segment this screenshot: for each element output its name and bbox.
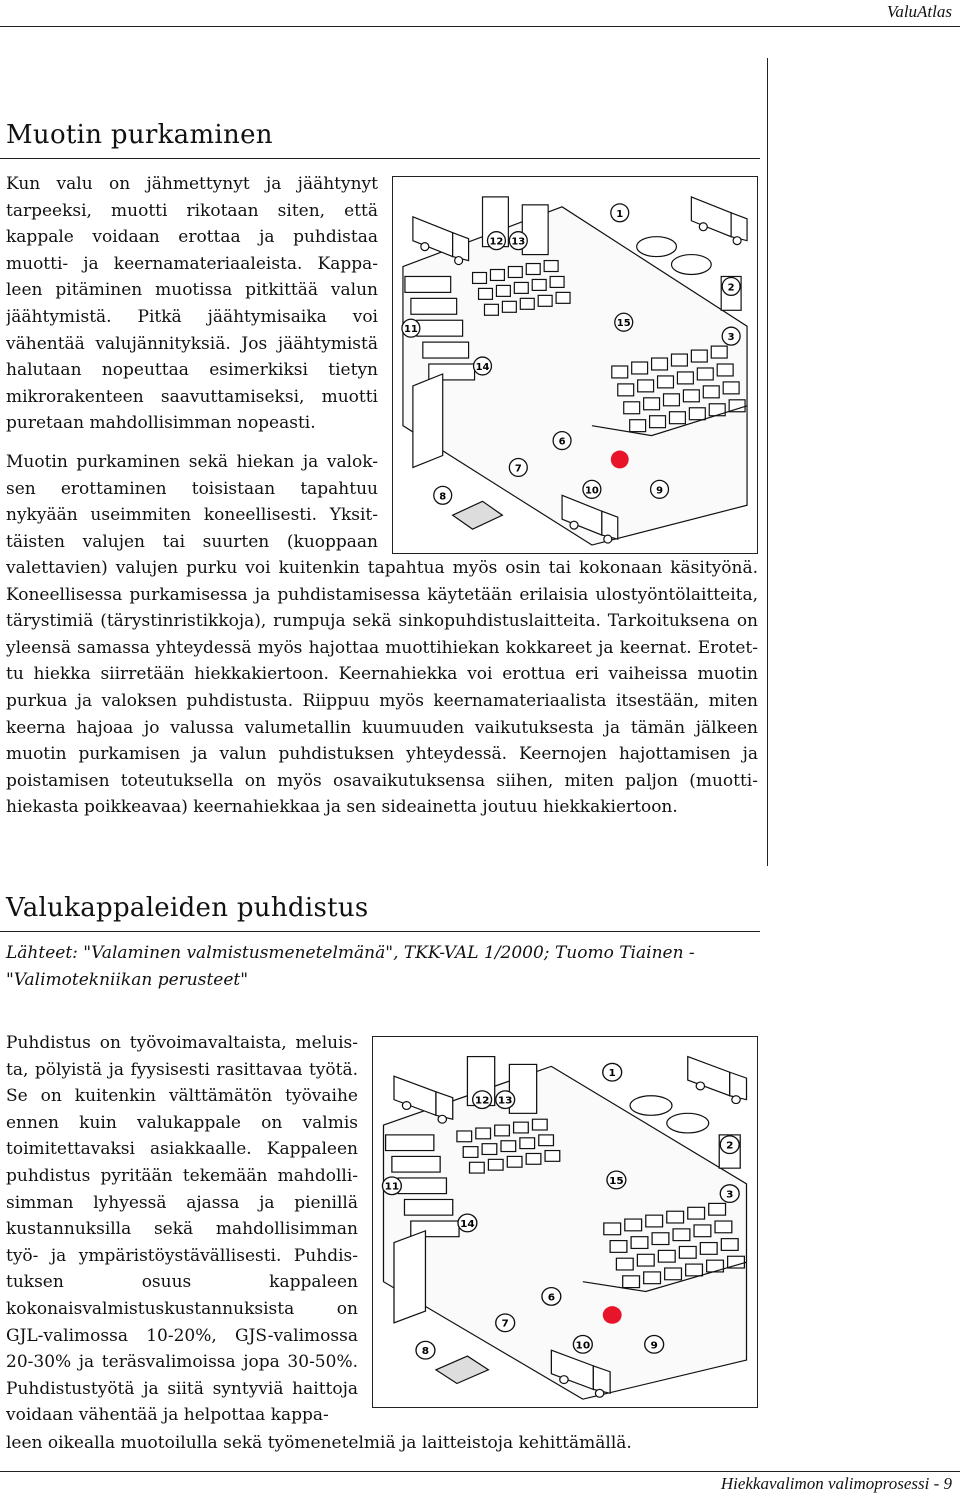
paragraph-line: hiekasta poikkeavaa) keernahiekkaa ja sen sideainetta joutuu hiekkakiertoon.: [6, 797, 678, 818]
paragraph-line: sen erottaminen toisistaan tapahtuu: [6, 478, 378, 499]
box-stack: [495, 1125, 510, 1136]
box-stack: [514, 1122, 529, 1133]
silo: [509, 1064, 536, 1113]
box-stack: [482, 1144, 497, 1155]
shelf-rack: [405, 276, 451, 292]
paragraph-line: simman lyhyessä ajassa ja pienillä: [6, 1192, 358, 1213]
box-stack: [508, 267, 522, 278]
truck-body: [691, 197, 731, 237]
box-stack: [457, 1131, 472, 1142]
box-stack: [728, 1256, 745, 1268]
number-badge-label: 2: [727, 282, 735, 294]
number-badge-label: 8: [439, 491, 447, 503]
paragraph-line: tuksen osuus kappaleen: [6, 1272, 358, 1293]
truck-wheel: [560, 1376, 568, 1384]
paragraph-line: puretaan mahdollisimman nopeasti.: [6, 413, 316, 434]
number-badge-label: 11: [403, 324, 418, 336]
box-stack: [526, 264, 540, 275]
section-title-rule: [0, 931, 760, 932]
shelf-rack: [417, 320, 463, 336]
box-stack: [470, 1162, 485, 1173]
number-badge-label: 14: [460, 1219, 475, 1230]
paragraph-line: puhdistus pyritään tekemään mahdolli-: [6, 1165, 358, 1186]
footer-label: Hiekkavalimon valimoprosessi - 9: [720, 1474, 952, 1493]
box-stack: [625, 1219, 642, 1231]
shelf-rack: [392, 1156, 440, 1172]
number-badge-label: 10: [575, 1340, 591, 1352]
margin-rule: [767, 58, 768, 866]
paragraph-line: toimitettavaksi asiakkaalle. Kappaleen: [6, 1139, 358, 1160]
paragraph-line: tarpeeksi, muotti rikotaan siten, että: [6, 200, 378, 221]
box-stack: [665, 1268, 682, 1280]
number-badge-label: 13: [497, 1095, 513, 1107]
box-stack: [539, 1135, 554, 1146]
paragraph-line: muotti- ja keernamateriaaleista. Kappa-: [6, 253, 378, 274]
number-badge-label: 1: [616, 208, 624, 220]
truck-cab: [436, 1092, 453, 1119]
box-stack: [667, 1211, 684, 1223]
number-badge-label: 15: [609, 1176, 624, 1187]
section1-paragraph2: [6, 449, 378, 555]
shelf-rack: [423, 342, 469, 358]
box-stack: [703, 386, 719, 398]
truck-wheel: [733, 237, 741, 245]
header-rule: [0, 26, 960, 27]
box-stack: [631, 1237, 648, 1249]
box-stack: [488, 1159, 503, 1170]
box-stack: [729, 400, 745, 412]
box-stack: [473, 272, 487, 283]
machine-drum: [630, 1096, 672, 1116]
paragraph-line: valettavien) valujen purku voi kuitenkin tapahtua myös osin tai kokonaan käsityönä.: [6, 558, 758, 578]
paragraph-line: mikrorakenteen saavuttamiseksi, muotti: [6, 386, 378, 407]
box-stack: [638, 380, 654, 392]
truck-wheel: [421, 243, 429, 251]
footer-rule: [0, 1471, 960, 1472]
box-stack: [691, 350, 707, 362]
paragraph-line: ennen kuin valukappale on valmis: [6, 1112, 358, 1133]
box-stack: [709, 1203, 726, 1215]
box-stack: [507, 1156, 522, 1167]
highlight-marker: [611, 451, 629, 469]
box-stack: [496, 285, 510, 296]
section1-paragraph2-continued: [6, 555, 758, 821]
paragraph-line: nykyään useimmiten koneellisesti. Yksit-: [6, 505, 378, 526]
box-stack: [610, 1241, 627, 1253]
truck-wheel: [570, 521, 578, 529]
truck-wheel: [595, 1389, 603, 1397]
box-stack: [538, 295, 552, 306]
paragraph-line: voidaan vähentää ja helpottaa kappa-: [6, 1405, 329, 1426]
section2-paragraph-last: [6, 1430, 766, 1457]
paragraph-line: muotin purkamisen ja valun puhdistuksen yhteydessä. Keernojen hajottamisen ja: [6, 744, 758, 765]
box-stack: [721, 1239, 738, 1251]
box-stack: [689, 408, 705, 420]
box-stack: [618, 384, 634, 396]
box-stack: [658, 376, 674, 388]
box-stack: [501, 1141, 516, 1152]
number-badge-label: 13: [511, 236, 526, 248]
box-stack: [632, 362, 648, 374]
box-stack: [484, 304, 498, 315]
box-stack: [479, 288, 493, 299]
box-stack: [694, 1225, 711, 1237]
truck-cab: [730, 1072, 747, 1099]
box-stack: [623, 1276, 640, 1288]
foundry-layout-drawing: [393, 177, 757, 553]
box-stack: [532, 279, 546, 290]
box-stack: [700, 1243, 717, 1255]
highlight-marker: [603, 1306, 622, 1324]
number-badge-label: 12: [489, 236, 504, 248]
section-title-rule: [0, 158, 760, 159]
number-badge-label: 12: [474, 1095, 490, 1107]
shelf-rack: [386, 1135, 434, 1151]
box-stack: [637, 1254, 654, 1266]
paragraph-line: Koneellisessa purkamisessa ja puhdistamisessa käytetään erilaisia ulostyöntölaitteita,: [6, 584, 758, 605]
paragraph-line: GJL-valimossa 10-20%, GJS-valimossa: [6, 1325, 358, 1346]
box-stack: [520, 1138, 535, 1149]
box-stack: [502, 301, 516, 312]
paragraph-line: työ- ja ympäristöystävällisesti. Puhdis-: [6, 1245, 358, 1266]
truck-body: [688, 1057, 730, 1096]
truck-cab: [731, 213, 747, 241]
paragraph-line: 20-30% ja teräsvalimoissa jopa 30-50%.: [6, 1352, 358, 1373]
truck-wheel: [402, 1102, 410, 1110]
truck-wheel: [696, 1082, 704, 1090]
box-stack: [688, 1207, 705, 1219]
building-wall: [394, 1231, 425, 1323]
building-wall: [413, 374, 443, 468]
box-stack: [630, 420, 646, 432]
box-stack: [664, 394, 680, 406]
box-stack: [550, 276, 564, 287]
number-badge-label: 10: [584, 485, 599, 497]
section-title-valukappaleiden-puhdistus: Valukappaleiden puhdistus: [6, 893, 369, 923]
box-stack: [697, 368, 713, 380]
box-stack: [520, 298, 534, 309]
box-stack: [616, 1258, 633, 1270]
box-stack: [683, 390, 699, 402]
box-stack: [612, 366, 628, 378]
paragraph-line: Kun valu on jähmettynyt ja jäähtynyt: [6, 174, 378, 194]
box-stack: [652, 358, 668, 370]
box-stack: [652, 1233, 669, 1245]
truck-wheel: [732, 1096, 740, 1104]
box-stack: [677, 372, 693, 384]
number-badge-label: 7: [514, 463, 522, 475]
box-stack: [671, 354, 687, 366]
shelf-rack: [398, 1178, 446, 1194]
number-badge-label: 7: [501, 1319, 509, 1330]
box-stack: [490, 270, 504, 281]
paragraph-line: keerna hajoaa jo valussa valumetallin kuumuuden vaikutuksesta ja tämän jälkeen: [6, 717, 758, 738]
paragraph-line: halutaan nopeuttaa esimerkiksi tietyn: [6, 360, 378, 381]
box-stack: [624, 402, 640, 414]
truck-cab: [453, 233, 469, 261]
number-badge-label: 6: [558, 436, 566, 448]
box-stack: [556, 292, 570, 303]
machine-drum: [667, 1113, 709, 1133]
number-badge-label: 1: [608, 1068, 616, 1080]
paragraph-line: ta, pölyistä ja fyysisesti rasittavaa työtä.: [6, 1059, 358, 1080]
paragraph-line: Muotin purkaminen sekä hiekan ja valok-: [6, 452, 378, 472]
paragraph-line: leen pitäminen muotissa pitkittää valun: [6, 280, 378, 301]
machine-drum: [637, 237, 677, 257]
box-stack: [650, 416, 666, 428]
box-stack: [715, 1221, 732, 1233]
shelf-rack: [411, 298, 457, 314]
header-label: ValuAtlas: [886, 2, 952, 21]
truck-wheel: [455, 257, 463, 265]
number-badge-label: 3: [727, 332, 735, 344]
box-stack: [658, 1250, 675, 1262]
paragraph-line: Puhdistustyötä ja siitä syntyviä haittoja: [6, 1378, 358, 1399]
number-badge-label: 9: [650, 1340, 658, 1352]
section-title-muotin-purkaminen: Muotin purkaminen: [6, 120, 273, 150]
section1-paragraph1: [6, 171, 378, 437]
paragraph-line: jäähtymistä. Pitkä jäähtymisaika voi: [6, 306, 378, 327]
number-badge-label: 8: [421, 1346, 430, 1358]
box-stack: [526, 1153, 541, 1164]
foundry-layout-illustration: [372, 1036, 758, 1408]
box-stack: [476, 1128, 491, 1139]
silo: [522, 205, 548, 255]
foundry-layout-drawing: [373, 1037, 757, 1407]
box-stack: [532, 1119, 547, 1130]
paragraph-line: kokonaisvalmistuskustannuksista on: [6, 1298, 358, 1319]
truck-wheel: [699, 223, 707, 231]
paragraph-line: Puhdistus on työvoimavaltaista, meluis-: [6, 1033, 358, 1053]
truck-body: [394, 1076, 436, 1115]
number-badge-label: 6: [547, 1292, 556, 1304]
truck-wheel: [604, 535, 612, 543]
number-badge-label: 3: [726, 1189, 734, 1201]
truck-wheel: [438, 1115, 446, 1123]
sources-note: Lähteet: "Valaminen valmistusmenetelmänä", TKK-VAL 1/2000; Tuomo Tiainen - "Valimotekniikan perusteet": [6, 943, 695, 990]
shelf-rack: [404, 1199, 452, 1215]
paragraph-line: poistamisen toteutuksella on myös osavaikutuksensa siihen, miten paljon (muotti-: [6, 770, 758, 791]
paragraph-line: purkua ja valoksen puhdistusta. Riippuu myös keernamateriaalista itsestään, miten: [6, 690, 758, 711]
paragraph-line: yleensä samassa yhteydessä myös hajottaa muottihiekan kokkareet ja keernat. Erotet-: [6, 637, 758, 658]
box-stack: [604, 1223, 621, 1235]
number-badge-label: 11: [384, 1181, 400, 1193]
sand-grate: [453, 501, 503, 529]
number-badge-label: 9: [656, 485, 663, 497]
box-stack: [723, 382, 739, 394]
box-stack: [717, 364, 733, 376]
paragraph-line: Se on kuitenkin välttämätön työvaihe: [6, 1086, 358, 1107]
paragraph-line: kappale voidaan erottaa ja puhdistaa: [6, 227, 378, 248]
box-stack: [514, 282, 528, 293]
section2-paragraph: [6, 1030, 358, 1429]
box-stack: [669, 412, 685, 424]
sand-grate: [436, 1356, 488, 1383]
box-stack: [644, 398, 660, 410]
number-badge-label: 15: [616, 318, 631, 330]
number-badge-label: 14: [475, 361, 490, 373]
box-stack: [644, 1272, 661, 1284]
box-stack: [686, 1264, 703, 1276]
box-stack: [679, 1246, 696, 1258]
paragraph-line: täisten valujen tai suurten (kuoppaan: [6, 531, 378, 552]
paragraph-line: leen oikealla muotoilulla sekä työmenetelmiä ja laitteistoja kehittämällä.: [6, 1433, 632, 1453]
paragraph-line: vähentää valujännityksiä. Jos jäähtymistä: [6, 333, 378, 354]
number-badge-label: 2: [726, 1140, 734, 1152]
box-stack: [673, 1229, 690, 1241]
paragraph-line: tärystimiä (tärystinristikkoja), rumpuja sekä sinkopuhdistuslaitteita. Tarkoituksena on: [6, 611, 758, 632]
box-stack: [545, 1151, 560, 1162]
foundry-layout-illustration: [392, 176, 758, 554]
box-stack: [646, 1215, 663, 1227]
machine-drum: [671, 255, 711, 275]
paragraph-line: kustannuksilla sekä mahdollisimman: [6, 1219, 358, 1240]
paragraph-line: tu hiekka siirretään hiekkakiertoon. Keernahiekka voi erottua eri vaiheissa muotin: [6, 664, 758, 685]
truck-body: [413, 217, 453, 257]
box-stack: [544, 261, 558, 272]
box-stack: [463, 1147, 478, 1158]
box-stack: [711, 346, 727, 358]
